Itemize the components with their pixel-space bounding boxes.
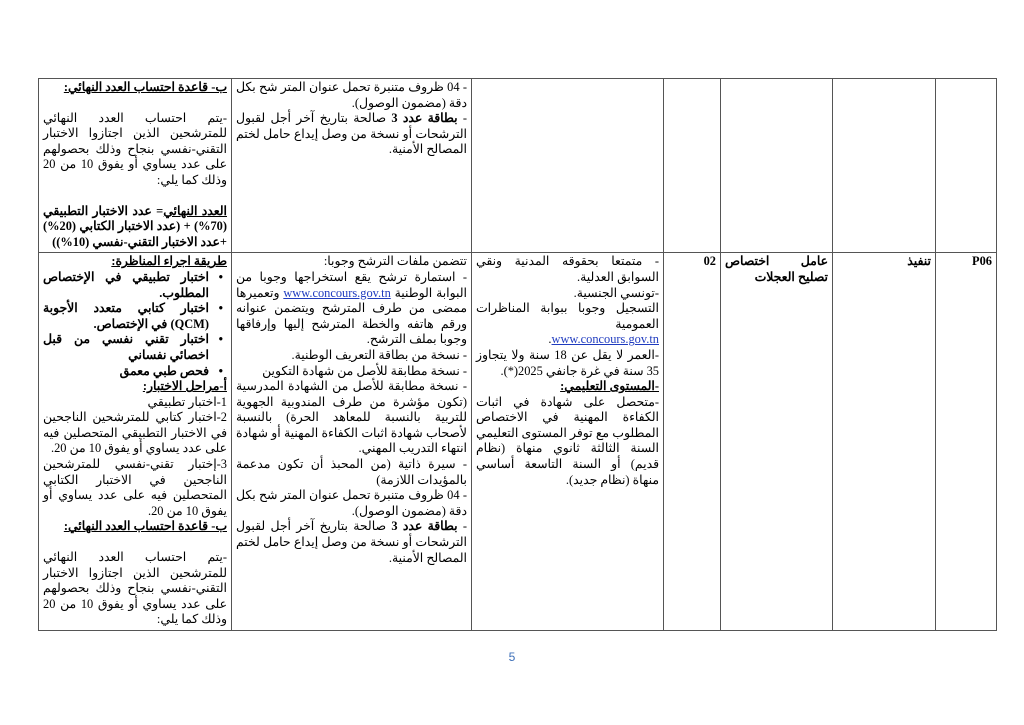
procedure-heading: طريقة اجراء المناظرة:	[111, 254, 227, 269]
list-item: • فحص طبي معمق	[43, 364, 209, 380]
concours-link[interactable]: www.concours.gov.tn	[283, 285, 391, 300]
list-item: - نسخة من بطاقة التعريف الوطنية.	[291, 347, 467, 362]
final-score-text: -يتم احتساب العدد النهائي للمترشحين الذين اجتازوا الاختبار التقني-نفسي بنجاح وذلك بحصولهم على عدد يساوي أو يفوق 10 من 20 وذلك كما يلي:	[43, 550, 228, 627]
final-score-heading: ب- قاعدة احتساب العدد النهائي:	[63, 519, 227, 534]
final-score-formula: العدد النهائي= عدد الاختبار التطبيقي (70%) + (عدد الاختبار الكتابي (20%) +عدد الاختبار التقني-نفسي (10%))	[43, 203, 227, 249]
list-item: • اختبار كتابي متعدد الأجوبة (QCM) في الإختصاص.	[43, 301, 209, 332]
grade-cell: عامل اختصاص تصليح العجلات	[721, 253, 833, 631]
conditions-cell: - متمتعا بحقوقه المدنية ونقي السوابق العدلية. -تونسي الجنسية. التسجيل وجوبا ببوابة المناظرات العمومية www.concours.gov.tn. -العمر لا يقل عن 18 سنة ولا يتجاوز 35 سنة في غرة جانفي 2025(*). -المستوى التعليمي: -متحصل على شهادة في اثبات الكفاءة المهنية في الاختصاص المطلوب مع توفر المستوى التعليمي السنة الثالثة ثانوي منهاة (نظام قديم) أو السنة التاسعة أساسي منهاة (نظام جديد).	[472, 253, 664, 631]
list-item: • اختبار تطبيقي في الإختصاص المطلوب.	[43, 270, 209, 301]
final-score-text: -يتم احتساب العدد النهائي للمترشحين الذين اجتازوا الاختبار التقني-نفسي بنجاح وذلك بحصولهم على عدد يساوي أو يفوق 10 من 20 وذلك كما يلي:	[43, 110, 228, 187]
card-item: - بطاقة عدد 3 صالحة بتاريخ آخر أجل لقبول الترشحات أو نسخة من وصل إيداع حامل لختم المصالح الأمنية.	[236, 519, 467, 565]
recruitment-table	[38, 78, 997, 631]
list-item: 3-إختبار تقني-نفسي للمترشحين الناجحين في الاختبار الكتابي المتحصلين فيه على عدد يساوي أو يفوق 10 من 20.	[43, 457, 227, 518]
stages-heading: أ-مراحل الاختبار:	[142, 379, 227, 394]
procedure-list	[43, 270, 227, 379]
card-item: - بطاقة عدد 3 صالحة بتاريخ آخر أجل لقبول الترشحات أو نسخة من وصل إيداع حامل لختم المصالح الأمنية.	[236, 111, 467, 157]
positions-cell	[664, 79, 721, 253]
method-cell	[39, 253, 232, 631]
code-cell	[936, 79, 997, 253]
file-cell	[232, 79, 472, 253]
category-cell: تنفيذ	[833, 253, 936, 631]
list-item: • اختبار تقني نفسي من قبل اخصائي نفساني	[43, 332, 209, 363]
final-score-heading: ب- قاعدة احتساب العدد النهائي:	[63, 80, 227, 94]
list-item: - 04 ظروف متنبرة تحمل عنوان المتر شح بكل دقة (مضمون الوصول).	[236, 488, 467, 518]
category-cell	[833, 79, 936, 253]
conditions-cell	[472, 79, 664, 253]
list-item: 2-اختبار كتابي للمترشحين الناجحين في الاختبار التطبيقي المتحصلين فيه على عدد يساوي أو يفوق 10 من 20.	[43, 410, 227, 456]
file-cell: تتضمن ملفات الترشح وجوبا: - استمارة ترشح يقع استخراجها وجوبا من البوابة الوطنية www.concours.gov.tn وتعميرها ممضى من طرف المترشح ويتضمن عنوانه ورقم هاتفه والخطة المترشح إليها وإرفاقها وجوبا بملف الترشح. - نسخة من بطاقة التعريف الوطنية. - نسخة مطابقة للأصل من شهادة التكوين - نسخة مطابقة للأصل من الشهادة المدرسية (تكون مؤشرة من طرف المندوبية الجهوية للتربية بالنسبة للمعاهد الحرة) بالنسبة لأصحاب شهادة اثبات الكفاءة المهنية أو شهادة انتهاء التدريب المهني. - سيرة ذاتية (من المحبذ أن تكون مدعمة بالمؤيدات اللازمة) - 04 ظروف متنبرة تحمل عنوان المتر شح بكل دقة (مضمون الوصول). - بطاقة عدد 3 صالحة بتاريخ آخر أجل لقبول الترشحات أو نسخة من وصل إيداع حامل لختم المصالح الأمنية.	[232, 253, 472, 631]
grade-cell	[721, 79, 833, 253]
concours-link[interactable]: www.concours.gov.tn	[551, 332, 659, 347]
method-cell	[39, 79, 232, 253]
education-heading: -المستوى التعليمي:	[560, 379, 659, 394]
list-item: - نسخة مطابقة للأصل من شهادة التكوين	[262, 363, 467, 378]
positions-cell: 02	[664, 253, 721, 631]
code-cell: P06	[936, 253, 997, 631]
table-row	[39, 253, 997, 631]
page-number: 5	[508, 650, 516, 664]
table-row	[39, 79, 997, 253]
list-item: 1-اختبار تطبيقي	[147, 394, 227, 409]
list-item: - نسخة مطابقة للأصل من الشهادة المدرسية (تكون مؤشرة من طرف المندوبية الجهوية للتربية بالنسبة للمعاهد الحرة) بالنسبة لأصحاب شهادة اثبات الكفاءة المهنية أو شهادة انتهاء التدريب المهني.	[236, 379, 467, 456]
envelopes-item: - 04 ظروف متنبرة تحمل عنوان المتر شح بكل دقة (مضمون الوصول).	[236, 80, 467, 110]
list-item: - سيرة ذاتية (من المحبذ أن تكون مدعمة بالمؤيدات اللازمة)	[236, 457, 467, 487]
